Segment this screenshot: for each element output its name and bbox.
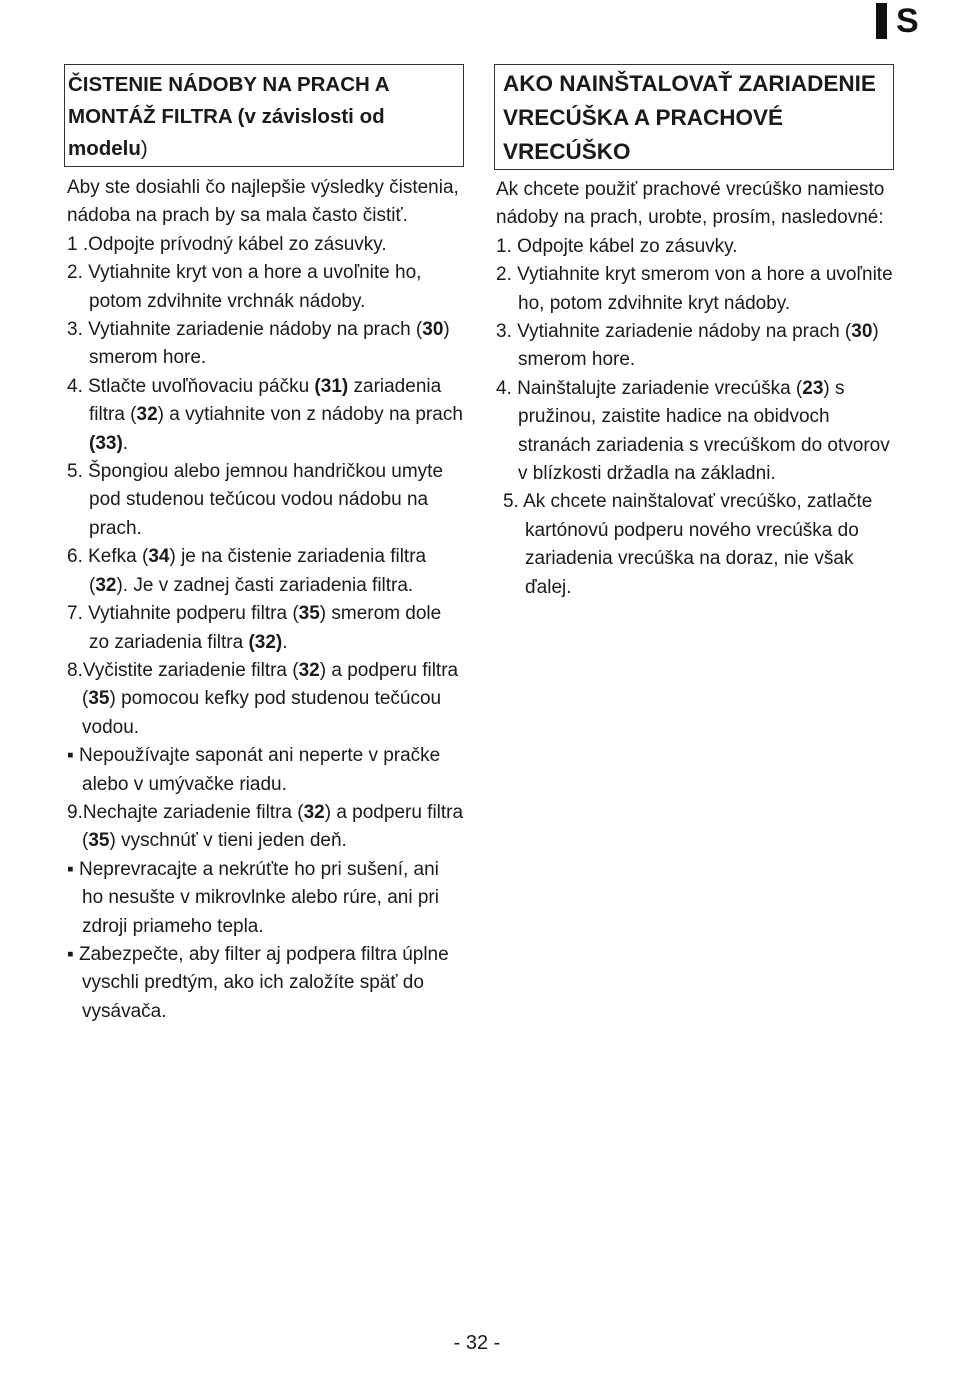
right-heading: AKO NAINŠTALOVAŤ ZARIADENIE VRECÚŠKA A PRACHOVÉ VRECÚŠKO <box>503 71 876 164</box>
left-step-4: 4. Stlačte uvoľňovaciu páčku (31) zariadenia filtra (32) a vytiahnite von z nádoby na prach (33). <box>67 375 463 454</box>
left-note-3: ▪ Zabezpečte, aby filter aj podpera filtra úplne vyschli predtým, ako ich založíte späť do vysávača. <box>67 943 449 1022</box>
language-letter: S <box>896 2 919 40</box>
language-tab-bar <box>876 3 887 39</box>
right-heading-box <box>494 64 894 170</box>
right-step-1: 1. Odpojte kábel zo zásuvky. <box>496 235 738 257</box>
left-step-8: 8.Vyčistite zariadenie filtra (32) a podperu filtra (35) pomocou kefky pod studenou tečúcou vodou. <box>67 659 459 738</box>
left-step-1: 1 .Odpojte prívodný kábel zo zásuvky. <box>67 233 387 255</box>
right-column <box>494 64 894 602</box>
left-step-2: 2. Vytiahnite kryt von a hore a uvoľnite ho, potom zdvihnite vrchnák nádoby. <box>67 262 422 312</box>
left-step-6: 6. Kefka (34) je na čistenie zariadenia filtra (32). Je v zadnej časti zariadenia filtra. <box>67 546 427 596</box>
left-step-9: 9.Nechajte zariadenie filtra (32) a podperu filtra (35) vyschnúť v tieni jeden deň. <box>67 801 464 852</box>
right-step-5: 5. Ak chcete nainštalovať vrecúško, zatlačte kartónovú podperu nového vrecúška do zariadenia vrecúška na doraz, nie však ďalej. <box>503 491 873 598</box>
left-heading-box <box>64 64 464 167</box>
page-number: - 32 - <box>453 1332 501 1354</box>
left-column <box>64 64 464 1026</box>
right-step-2: 2. Vytiahnite kryt smerom von a hore a uvoľnite ho, potom zdvihnite kryt nádoby. <box>496 264 893 314</box>
left-heading: ČISTENIE NÁDOBY NA PRACH A MONTÁŽ FILTRA (v závislosti od modelu) <box>68 73 389 160</box>
left-step-5: 5. Špongiou alebo jemnou handričkou umyte pod studenou tečúcou vodou nádobu na prach. <box>67 461 444 539</box>
left-step-7: 7. Vytiahnite podperu filtra (35) smerom dole zo zariadenia filtra (32). <box>67 603 442 653</box>
right-step-4: 4. Nainštalujte zariadenie vrecúška (23) s pružinou, zaistite hadice na obidvoch stranách zariadenia s vrecúškom do otvorov v blízkosti držadla na základni. <box>496 377 890 485</box>
left-step-3: 3. Vytiahnite zariadenie nádoby na prach (30) smerom hore. <box>67 319 450 369</box>
left-intro: Aby ste dosiahli čo najlepšie výsledky čistenia, nádoba na prach by sa mala často čistiť. <box>67 177 459 227</box>
right-intro: Ak chcete použiť prachové vrecúško namiesto nádoby na prach, urobte, prosím, nasledovné: <box>496 179 885 229</box>
right-body <box>494 176 894 602</box>
language-tab <box>876 2 919 40</box>
left-note-1: ▪ Nepoužívajte saponát ani neperte v pračke alebo v umývačke riadu. <box>67 745 441 795</box>
right-step-3: 3. Vytiahnite zariadenie nádoby na prach (30) smerom hore. <box>496 321 879 371</box>
left-body <box>64 174 464 1026</box>
left-note-2: ▪ Neprevracajte a nekrúťte ho pri sušení, ani ho nesušte v mikrovlnke alebo rúre, ani pri zdroji priameho tepla. <box>67 858 439 937</box>
